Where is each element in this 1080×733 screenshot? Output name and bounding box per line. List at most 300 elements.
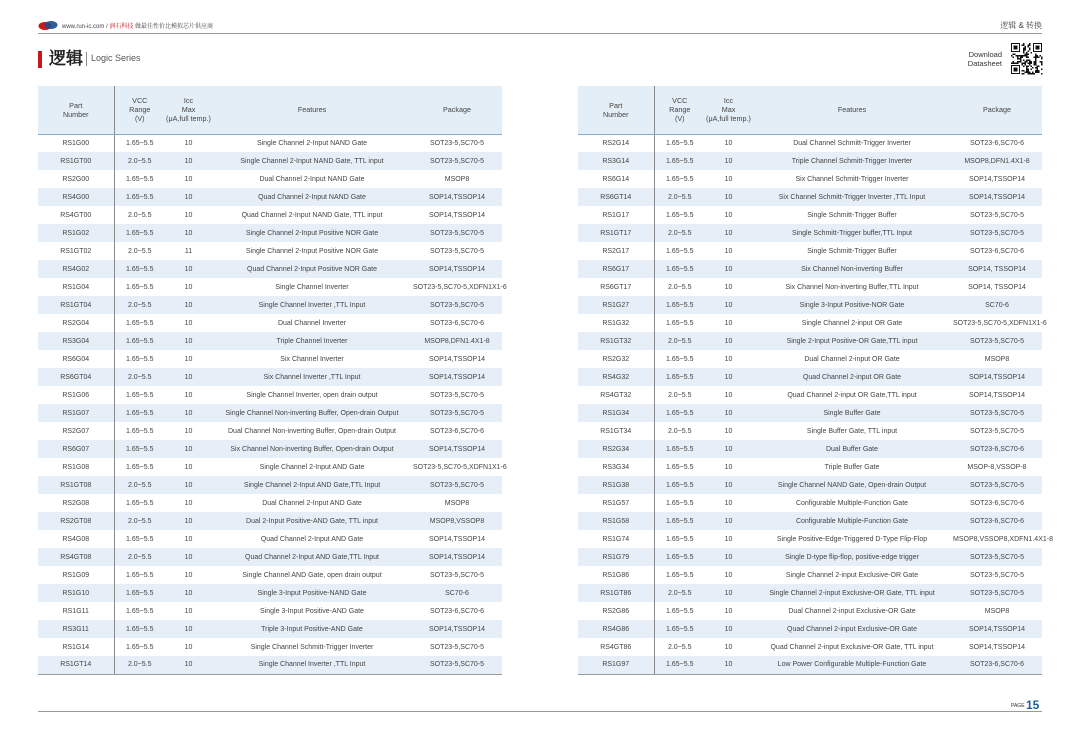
table-row	[38, 458, 502, 476]
cell-vcc-range: 1.65~5.5	[126, 499, 154, 507]
table-row	[38, 566, 502, 584]
cell-icc-max: 10	[184, 463, 193, 471]
cell-features: Six Channel Non-inverting Buffer, Open-drain Output	[212, 440, 412, 458]
cell-part-number: RS1G02	[38, 224, 114, 242]
col-vcc-range: VCC Range (V)	[654, 86, 705, 134]
cell-part-number: RS2G17	[578, 242, 654, 260]
cell-package: SOP14,TSSOP14	[968, 391, 1026, 399]
cell-icc-max: 10	[724, 247, 733, 255]
table-row	[578, 548, 1042, 566]
table-row	[578, 602, 1042, 620]
cell-part-number: RS1G79	[578, 548, 654, 566]
cell-package: SOP14,TSSOP14	[952, 368, 1042, 386]
cell-features: Quad Channel 2-Input NAND Gate	[212, 188, 412, 206]
cell-icc-max: 10	[165, 476, 212, 494]
cell-part-number: RS1G38	[578, 476, 654, 494]
cell-icc-max: 10	[705, 332, 752, 350]
cell-part-number: RS1G07	[38, 404, 114, 422]
cell-icc-max: 10	[184, 139, 193, 147]
cell-part-number: RS2G08	[38, 494, 114, 512]
cell-part-number: RS4G32	[578, 368, 654, 386]
cell-vcc-range: 1.65~5.5	[666, 463, 694, 471]
table-row	[578, 530, 1042, 548]
cell-vcc-range: 1.65~5.5	[126, 571, 154, 579]
cell-icc-max: 10	[724, 571, 733, 579]
cell-vcc-range: 2.0~5.5	[667, 643, 692, 651]
cell-part-number: RS1G08	[38, 458, 114, 476]
cell-icc-max: 11	[184, 247, 193, 255]
company-logo	[38, 20, 58, 31]
cell-features: Single Schmitt-Trigger buffer,TTL Input	[752, 224, 952, 242]
cell-vcc-range: 1.65~5.5	[654, 548, 705, 566]
cell-icc-max: 10	[724, 319, 733, 327]
table-header-row	[38, 86, 502, 134]
cell-part-number: RS1G04	[38, 278, 114, 296]
table-row	[578, 332, 1042, 350]
cell-icc-max: 10	[165, 440, 212, 458]
cell-icc-max: 10	[184, 427, 193, 435]
cell-vcc-range: 1.65~5.5	[654, 368, 705, 386]
cell-features: Configurable Multiple-Function Gate	[795, 499, 909, 507]
cell-part-number: RS4GT00	[38, 206, 114, 224]
table-row	[38, 152, 502, 170]
cell-vcc-range: 1.65~5.5	[126, 607, 154, 615]
cell-package: MSOP8	[444, 499, 470, 507]
cell-vcc-range: 1.65~5.5	[114, 332, 165, 350]
cell-vcc-range: 1.65~5.5	[126, 283, 154, 291]
table-row	[38, 404, 502, 422]
cell-package: SOT23-6,SC70-6	[429, 607, 485, 615]
cell-vcc-range: 1.65~5.5	[126, 355, 154, 363]
header-divider	[38, 33, 1042, 34]
cell-package: SOP14,TSSOP14	[428, 211, 486, 219]
cell-package: MSOP8	[984, 607, 1010, 615]
cell-features: Single Channel Non-inverting Buffer, Open-drain Output	[212, 404, 412, 422]
cell-package: SOT23-6,SC70-6	[952, 512, 1042, 530]
cell-features: Six Channel Schmitt-Trigger Inverter	[795, 175, 909, 183]
cell-part-number: RS1G32	[578, 314, 654, 332]
table-row	[578, 188, 1042, 206]
cell-features: Single Channel Schmitt-Trigger Inverter	[250, 643, 374, 651]
cell-package: SOT23-6,SC70-6	[969, 247, 1025, 255]
cell-vcc-range: 1.65~5.5	[114, 620, 165, 638]
cell-features: Single D-type flip-flop, positive-edge trigger	[752, 548, 952, 566]
cell-features: Six Channel Non-inverting Buffer,TTL Input	[785, 283, 919, 291]
table-row	[38, 278, 502, 296]
cell-part-number: RS1G58	[578, 512, 654, 530]
cell-features: Triple Channel Inverter	[212, 332, 412, 350]
table-row	[38, 224, 502, 242]
cell-vcc-range: 2.0~5.5	[114, 548, 165, 566]
cell-package: SOT23-5,SC70-5	[429, 247, 485, 255]
cell-part-number: RS2G14	[578, 134, 654, 152]
table-row	[578, 224, 1042, 242]
cell-features: Single Channel 2-input Exclusive-OR Gate	[785, 571, 919, 579]
cell-vcc-range: 2.0~5.5	[127, 247, 152, 255]
cell-vcc-range: 1.65~5.5	[654, 152, 705, 170]
cell-vcc-range: 2.0~5.5	[654, 584, 705, 602]
cell-vcc-range: 1.65~5.5	[654, 476, 705, 494]
cell-icc-max: 10	[705, 584, 752, 602]
download-line2: Datasheet	[967, 59, 1002, 68]
cell-vcc-range: 1.65~5.5	[666, 139, 694, 147]
table-row	[38, 368, 502, 386]
cell-package: SOP14,TSSOP14	[412, 620, 502, 638]
cell-part-number: RS6GT14	[578, 188, 654, 206]
cell-part-number: RS1G10	[38, 584, 114, 602]
cell-features: Quad Channel 2-Input AND Gate,TTL Input	[212, 548, 412, 566]
cell-icc-max: 10	[705, 476, 752, 494]
cell-icc-max: 10	[705, 620, 752, 638]
cell-part-number: RS2G86	[578, 602, 654, 620]
table-row	[578, 512, 1042, 530]
table-row	[38, 296, 502, 314]
cell-part-number: RS1GT32	[578, 332, 654, 350]
table-row	[38, 422, 502, 440]
cell-vcc-range: 1.65~5.5	[654, 656, 705, 674]
cell-part-number: RS3G34	[578, 458, 654, 476]
cell-package: SOT23-6,SC70-6	[952, 656, 1042, 674]
cell-icc-max: 10	[705, 152, 752, 170]
cell-icc-max: 10	[165, 260, 212, 278]
table-header-row	[578, 86, 1042, 134]
cell-icc-max: 10	[724, 499, 733, 507]
cell-package: MSOP8,DFN1.4X1-8	[952, 152, 1042, 170]
cell-features: Single Channel NAND Gate, Open-drain Output	[752, 476, 952, 494]
cell-part-number: RS4G02	[38, 260, 114, 278]
table-row	[38, 170, 502, 188]
table-row	[578, 152, 1042, 170]
table-row	[38, 440, 502, 458]
cell-icc-max: 10	[165, 512, 212, 530]
cell-part-number: RS2G32	[578, 350, 654, 368]
cell-vcc-range: 1.65~5.5	[114, 188, 165, 206]
cell-vcc-range: 1.65~5.5	[654, 620, 705, 638]
download-datasheet-label	[960, 50, 1002, 68]
cell-icc-max: 10	[184, 175, 193, 183]
cell-package: SOT23-5,SC70-5	[412, 656, 502, 674]
cell-features: Single 3-Input Positive-AND Gate	[260, 607, 364, 615]
cell-icc-max: 10	[165, 404, 212, 422]
table-row	[578, 386, 1042, 404]
cell-vcc-range: 2.0~5.5	[114, 152, 165, 170]
cell-part-number: RS1G09	[38, 566, 114, 584]
cell-features: Six Channel Inverter ,TTL Input	[212, 368, 412, 386]
cell-icc-max: 10	[724, 463, 733, 471]
cell-icc-max: 10	[165, 296, 212, 314]
cell-package: SOT23-5,SC70-5	[429, 643, 485, 651]
cell-features: Single Positive-Edge-Triggered D-Type Flip-Flop	[776, 535, 928, 543]
page-label: PAGE	[1011, 703, 1025, 709]
cell-icc-max: 10	[724, 607, 733, 615]
cell-vcc-range: 2.0~5.5	[654, 332, 705, 350]
cell-part-number: RS1G74	[578, 530, 654, 548]
cell-icc-max: 10	[705, 260, 752, 278]
table-row	[578, 620, 1042, 638]
table-row	[38, 188, 502, 206]
cell-features: Six Channel Schmitt-Trigger Inverter ,TTL Input	[752, 188, 952, 206]
table-row	[578, 278, 1042, 296]
cell-vcc-range: 1.65~5.5	[666, 607, 694, 615]
table-row	[578, 458, 1042, 476]
cell-package: SOT23-5,SC70-5	[412, 476, 502, 494]
cell-package: MSOP8,VSSOP8,XDFN1.4X1-8	[953, 535, 1053, 543]
cell-features: Triple Buffer Gate	[824, 463, 880, 471]
cell-package: MSOP8	[984, 355, 1010, 363]
table-row	[578, 296, 1042, 314]
cell-part-number: RS6G14	[578, 170, 654, 188]
cell-part-number: RS3G14	[578, 152, 654, 170]
slogan-text: 做最佳性价比模拟芯片供应商	[135, 24, 214, 30]
col-icc-max: Icc Max (μA,full temp.)	[165, 86, 212, 134]
cell-vcc-range: 2.0~5.5	[667, 427, 692, 435]
cell-icc-max: 10	[184, 283, 193, 291]
cell-icc-max: 10	[705, 296, 752, 314]
cell-icc-max: 10	[165, 620, 212, 638]
cell-part-number: RS2G07	[38, 422, 114, 440]
table-row	[38, 602, 502, 620]
cell-package: SOT23-5,SC70-5	[952, 476, 1042, 494]
cell-features: Single Buffer Gate, TTL input	[806, 427, 898, 435]
table-row	[578, 422, 1042, 440]
table-row	[578, 242, 1042, 260]
cell-package: SOT23-5,SC70-5	[429, 571, 485, 579]
col-features: Features	[212, 86, 412, 134]
cell-vcc-range: 1.65~5.5	[654, 260, 705, 278]
cell-icc-max: 10	[705, 548, 752, 566]
table-row	[578, 656, 1042, 674]
cell-vcc-range: 1.65~5.5	[666, 499, 694, 507]
table-row	[38, 134, 502, 152]
cell-package: SOP14,TSSOP14	[428, 535, 486, 543]
cell-package: SOT23-5,SC70-5	[952, 404, 1042, 422]
cell-features: Quad Channel 2-Input NAND Gate, TTL input	[241, 211, 383, 219]
cell-package: SOP14,TSSOP14	[412, 188, 502, 206]
cell-features: Dual Channel Inverter	[277, 319, 347, 327]
cell-features: Single Schmitt-Trigger Buffer	[807, 247, 897, 255]
cell-part-number: RS1G97	[578, 656, 654, 674]
cell-part-number: RS6G17	[578, 260, 654, 278]
cell-icc-max: 10	[705, 656, 752, 674]
table-row	[38, 242, 502, 260]
col-vcc-range: VCC Range (V)	[114, 86, 165, 134]
company-name: 润石科技	[109, 24, 134, 30]
qr-code-icon[interactable]	[1011, 43, 1042, 74]
col-icc-max: Icc Max (μA,full temp.)	[705, 86, 752, 134]
cell-vcc-range: 1.65~5.5	[654, 296, 705, 314]
cell-icc-max: 10	[724, 175, 733, 183]
cell-icc-max: 10	[724, 643, 733, 651]
cell-icc-max: 10	[184, 535, 193, 543]
cell-package: SOP14, TSSOP14	[952, 260, 1042, 278]
cell-package: SC70-6	[952, 296, 1042, 314]
cell-features: Triple 3-Input Positive-AND Gate	[212, 620, 412, 638]
logic-table-right	[578, 86, 1053, 675]
cell-icc-max: 10	[165, 548, 212, 566]
cell-features: Six Channel Non-inverting Buffer	[752, 260, 952, 278]
page-title-cn: 逻辑	[49, 49, 83, 68]
cell-package: SOP14,TSSOP14	[952, 620, 1042, 638]
cell-package: SOT23-5,SC70-5	[952, 548, 1042, 566]
cell-package: SOT23-5,SC70-5	[969, 427, 1025, 435]
cell-features: Quad Channel 2-Input AND Gate	[260, 535, 364, 543]
cell-features: Single Channel 2-Input NAND Gate	[256, 139, 368, 147]
cell-features: Low Power Configurable Multiple-Function Gate	[752, 656, 952, 674]
cell-icc-max: 10	[724, 211, 733, 219]
cell-icc-max: 10	[724, 355, 733, 363]
cell-features: Single 3-Input Positive-NOR Gate	[752, 296, 952, 314]
cell-vcc-range: 1.65~5.5	[666, 535, 694, 543]
cell-vcc-range: 1.65~5.5	[654, 512, 705, 530]
table-row	[578, 566, 1042, 584]
cell-part-number: RS1G57	[578, 494, 654, 512]
table-row	[38, 332, 502, 350]
cell-features: Dual Channel 2-input OR Gate	[804, 355, 900, 363]
cell-features: Single Channel 2-Input Positive NOR Gate	[245, 247, 379, 255]
cell-part-number: RS4G86	[578, 620, 654, 638]
cell-vcc-range: 1.65~5.5	[126, 139, 154, 147]
cell-part-number: RS6GT04	[38, 368, 114, 386]
cell-vcc-range: 1.65~5.5	[114, 440, 165, 458]
cell-icc-max: 10	[705, 188, 752, 206]
col-package: Package	[952, 86, 1042, 134]
cell-part-number: RS1G06	[38, 386, 114, 404]
cell-icc-max: 10	[724, 283, 733, 291]
cell-part-number: RS2G04	[38, 314, 114, 332]
cell-features: Six Channel Inverter	[280, 355, 344, 363]
cell-icc-max: 10	[184, 499, 193, 507]
cell-package: MSOP8,VSSOP8	[412, 512, 502, 530]
cell-vcc-range: 1.65~5.5	[126, 175, 154, 183]
cell-part-number: RS1GT14	[38, 656, 114, 674]
cell-icc-max: 10	[165, 332, 212, 350]
table-row	[578, 638, 1042, 656]
cell-package: SOT23-6,SC70-6	[429, 319, 485, 327]
footer-divider	[38, 711, 1042, 712]
cell-package: SOT23-6,SC70-6	[429, 427, 485, 435]
cell-part-number: RS4G00	[38, 188, 114, 206]
cell-features: Single Channel 2-Input AND Gate,TTL Input	[212, 476, 412, 494]
cell-icc-max: 10	[184, 319, 193, 327]
logic-table-left	[38, 86, 507, 675]
cell-package: SOT23-5,SC70-5,XDFN1X1-6	[413, 283, 507, 291]
cell-package: SOT23-6,SC70-6	[952, 440, 1042, 458]
cell-part-number: RS4GT86	[578, 638, 654, 656]
cell-features: Single Channel Inverter ,TTL Input	[212, 296, 412, 314]
cell-vcc-range: 2.0~5.5	[114, 368, 165, 386]
cell-package: SOT23-5,SC70-5	[969, 571, 1025, 579]
cell-features: Single 3-Input Positive-NAND Gate	[212, 584, 412, 602]
cell-package: SOP14,TSSOP14	[952, 188, 1042, 206]
table-row	[578, 170, 1042, 188]
cell-vcc-range: 1.65~5.5	[126, 643, 154, 651]
cell-part-number: RS1G27	[578, 296, 654, 314]
page-number: 15	[1026, 698, 1040, 712]
table-row	[578, 584, 1042, 602]
cell-vcc-range: 1.65~5.5	[666, 175, 694, 183]
table-row	[38, 620, 502, 638]
cell-package: SOP14,TSSOP14	[428, 355, 486, 363]
cell-part-number: RS1G00	[38, 134, 114, 152]
cell-features: Quad Channel 2-input Exclusive-OR Gate, TTL input	[770, 643, 934, 651]
cell-package: MSOP8,DFN1.4X1-8	[412, 332, 502, 350]
cell-icc-max: 10	[705, 404, 752, 422]
cell-vcc-range: 1.65~5.5	[126, 463, 154, 471]
cell-package: SOP14,TSSOP14	[968, 175, 1026, 183]
cell-part-number: RS1GT17	[578, 224, 654, 242]
cell-features: Quad Channel 2-input Exclusive-OR Gate	[752, 620, 952, 638]
cell-vcc-range: 1.65~5.5	[114, 260, 165, 278]
cell-icc-max: 10	[165, 152, 212, 170]
table-row	[578, 476, 1042, 494]
cell-icc-max: 10	[184, 643, 193, 651]
table-row	[578, 206, 1042, 224]
cell-features: Configurable Multiple-Function Gate	[752, 512, 952, 530]
table-row	[38, 548, 502, 566]
cell-features: Single Channel Inverter, open drain output	[246, 391, 378, 399]
cell-package: SOT23-5,SC70-5	[412, 296, 502, 314]
cell-part-number: RS2G00	[38, 170, 114, 188]
cell-vcc-range: 1.65~5.5	[126, 535, 154, 543]
cell-features: Single Channel 2-input Exclusive-OR Gate, TTL input	[752, 584, 952, 602]
cell-icc-max: 10	[705, 440, 752, 458]
cell-features: Single Channel 2-Input AND Gate	[259, 463, 365, 471]
table-row	[578, 494, 1042, 512]
cell-icc-max: 10	[705, 512, 752, 530]
cell-part-number: RS4G08	[38, 530, 114, 548]
cell-icc-max: 10	[165, 368, 212, 386]
cell-package: SOT23-5,SC70-5	[412, 404, 502, 422]
table-row	[38, 584, 502, 602]
cell-vcc-range: 1.65~5.5	[666, 571, 694, 579]
cell-vcc-range: 2.0~5.5	[667, 283, 692, 291]
table-row	[38, 386, 502, 404]
cell-features: Quad Channel 2-input OR Gate	[752, 368, 952, 386]
cell-features: Dual Channel Non-inverting Buffer, Open-drain Output	[228, 427, 396, 435]
cell-package: SOT23-5,SC70-5	[969, 211, 1025, 219]
table-row	[578, 440, 1042, 458]
cell-part-number: RS6G04	[38, 350, 114, 368]
cell-package: SOP14,TSSOP14	[412, 260, 502, 278]
cell-part-number: RS1GT02	[38, 242, 114, 260]
top-header	[38, 20, 1042, 34]
table-row	[38, 530, 502, 548]
cell-features: Single Channel 2-Input NAND Gate, TTL input	[212, 152, 412, 170]
table-row	[38, 512, 502, 530]
cell-package: SOT23-5,SC70-5,XDFN1X1-6	[413, 463, 507, 471]
cell-icc-max: 10	[165, 584, 212, 602]
cell-part-number: RS3G11	[38, 620, 114, 638]
cell-vcc-range: 1.65~5.5	[654, 404, 705, 422]
table-row	[38, 656, 502, 674]
cell-vcc-range: 1.65~5.5	[126, 391, 154, 399]
cell-features: Dual Channel 2-Input NAND Gate	[259, 175, 365, 183]
cell-icc-max: 10	[705, 368, 752, 386]
cell-features: Single 2-Input Positive-OR Gate,TTL input	[752, 332, 952, 350]
cell-icc-max: 10	[184, 571, 193, 579]
cell-vcc-range: 2.0~5.5	[127, 211, 152, 219]
cell-vcc-range: 1.65~5.5	[666, 355, 694, 363]
table-row	[578, 260, 1042, 278]
cell-package: SOT23-5,SC70-5	[952, 332, 1042, 350]
cell-features: Single Channel AND Gate, open drain output	[242, 571, 382, 579]
cell-features: Single Schmitt-Trigger Buffer	[807, 211, 897, 219]
table-row	[38, 638, 502, 656]
cell-vcc-range: 1.65~5.5	[666, 319, 694, 327]
cell-vcc-range: 1.65~5.5	[654, 440, 705, 458]
cell-part-number: RS1GT08	[38, 476, 114, 494]
cell-package: SOP14,TSSOP14	[412, 368, 502, 386]
